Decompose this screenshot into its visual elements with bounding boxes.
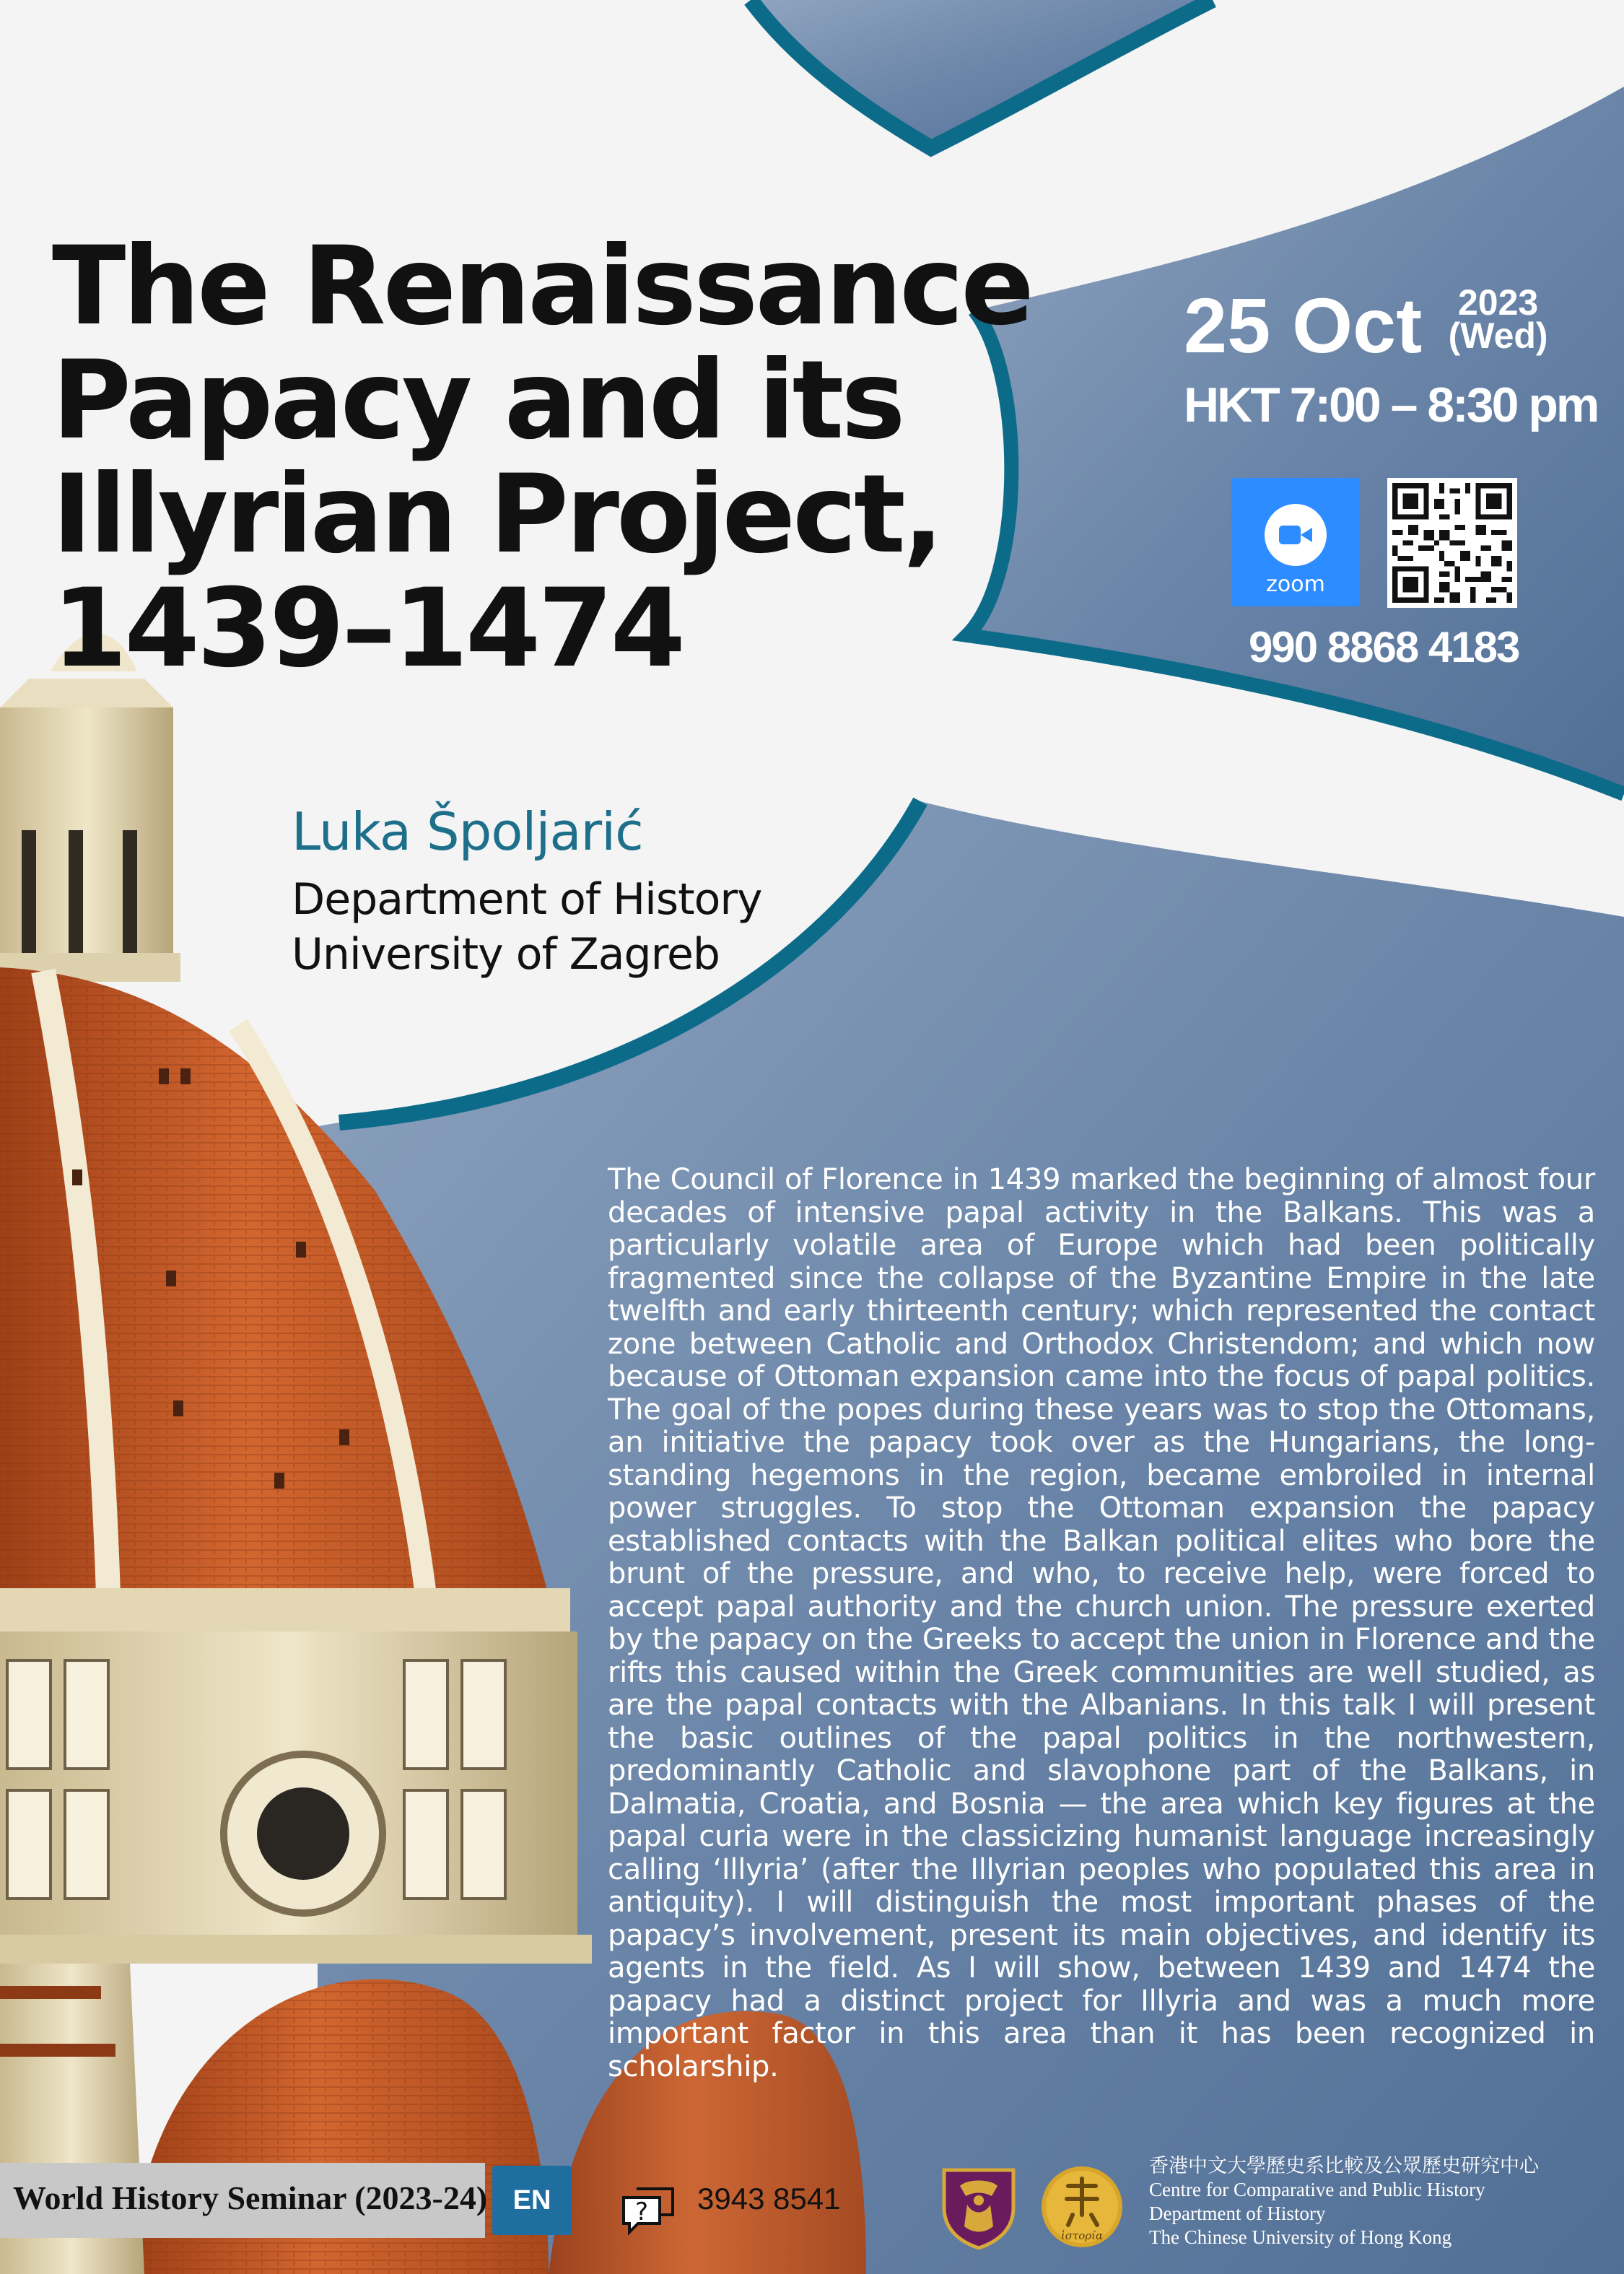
title-line: Papacy and its	[52, 338, 903, 463]
centre-line: Department of History	[1149, 2203, 1326, 2224]
event-time: HKT 7:00 – 8:30 pm	[1184, 378, 1598, 432]
zoom-icon[interactable]	[1231, 478, 1360, 606]
event-year: 2023	[1457, 282, 1539, 323]
title-line: 1439–1474	[52, 566, 683, 692]
centre-line: Centre for Comparative and Public History	[1149, 2179, 1485, 2200]
centre-line: The Chinese University of Hong Kong	[1149, 2226, 1452, 2248]
event-day: 25 Oct	[1184, 282, 1423, 369]
event-weekday: (Wed)	[1448, 315, 1548, 356]
question-bubble-icon	[621, 2180, 676, 2235]
zoom-label: zoom	[1266, 572, 1325, 597]
event-title	[52, 224, 1031, 692]
cuhk-crest	[938, 2164, 1019, 2249]
title-line: The Renaissance	[52, 224, 1031, 349]
speaker-affiliation	[292, 872, 762, 982]
series-label: World History Seminar (2023-24)	[13, 2179, 488, 2216]
centre-line: 香港中文大學歷史系比較及公眾歷史研究中心	[1149, 2155, 1539, 2177]
affiliation-line: Department of History	[292, 874, 762, 925]
meeting-id: 990 8868 4183	[1249, 623, 1519, 671]
video-camera-icon	[1265, 504, 1327, 566]
abstract-text: The Council of Florence in 1439 marked the beginning of almost four decades of intensive papal activity in the Balkans. This was a particularly volatile area of Europe which had been politically fragmented since the collapse of the Byzantine Empire in the late twelfth and early thirteenth century; which represented the contact zone between Catholic and Orthodox Christendom; and which now because of Ottoman expansion came into the focus of papal politics. The goal of the popes during these years was to stop the Ottomans, an initiative the papacy took over as the Hungarians, the long-standing hegemons in the region, became embroiled in internal power struggles. To stop the Ottoman expansion the papacy established contacts with the Balkan political elites who bore the brunt of the pressure, and who, to receive help, were forced to accept papal authority and the church union. The pressure exerted by the papacy on the Greeks to accept the union in Florence and the rifts this caused within the Greek communities are well studied, as are the papal contacts with the Albanians. In this talk I will present the basic outlines of the papal politics in the northwestern, predominantly Catholic and slavophone part of the Balkans, in Dalmatia, Croatia, and Bosnia — the area which key figures at the papal curia were in the classicizing humanist language increasingly calling ‘Illyria’ (after the Illyrian peoples who populated this area in antiquity). I will distinguish the most important phases of the papacy’s involvement, present its main objectives, and identify its agents in the field. As I will show, between 1439 and 1474 the papacy had a distinct project for Illyria and was a much more important factor in this area than it has been recognized in scholarship.	[608, 1163, 1595, 2083]
qr-code[interactable]	[1387, 478, 1517, 608]
svg-text:?: ?	[634, 2197, 649, 2226]
contact-phone: 3943 8541	[697, 2182, 841, 2216]
event-date	[1184, 280, 1548, 370]
language-badge: EN	[492, 2166, 572, 2235]
medal-text: ἱστορία	[1060, 2229, 1104, 2242]
istoria-medal	[1039, 2164, 1125, 2249]
centre-name	[1149, 2154, 1539, 2249]
title-line: Illyrian Project,	[52, 452, 941, 578]
event-year-weekday	[1448, 282, 1548, 356]
speaker-name: Luka Špoljarić	[292, 801, 643, 862]
affiliation-line: University of Zagreb	[292, 929, 720, 980]
series-bar	[0, 2163, 488, 2238]
